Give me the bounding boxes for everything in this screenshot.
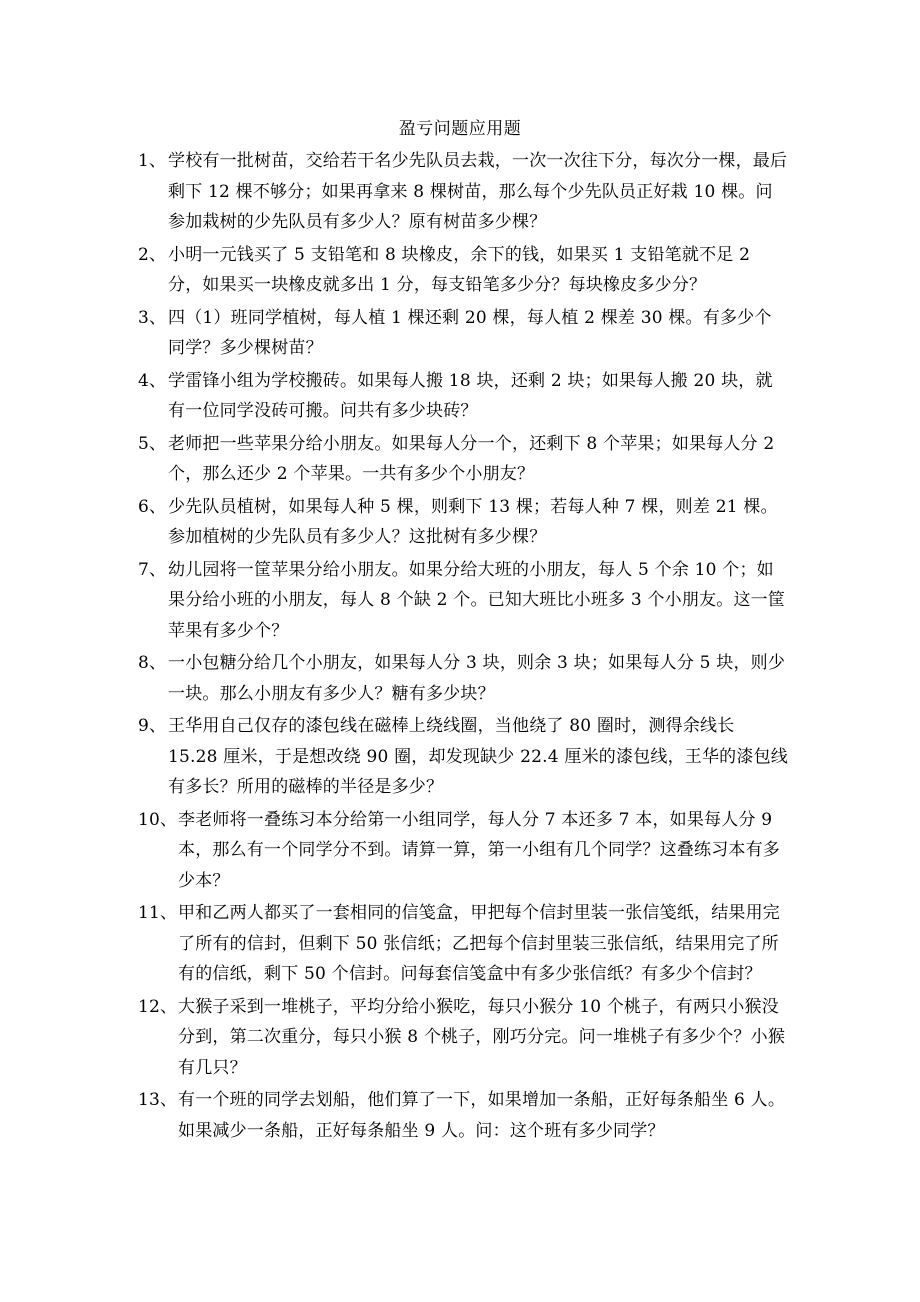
question-number: 13、 [138, 1090, 178, 1110]
question-item [138, 240, 788, 301]
question-number: 11、 [138, 903, 178, 923]
question-number: 1、 [138, 151, 167, 171]
question-number: 6、 [138, 496, 167, 517]
question-list [138, 146, 788, 1148]
question-number: 8、 [138, 653, 167, 673]
question-text: 学雷锋小组为学校搬砖。如果每人搬 18 块，还剩 2 块；如果每人搬 20 块，就有一位同学没砖可搬。问共有多少块砖？ [168, 370, 773, 421]
question-item [138, 1085, 788, 1146]
question-item [138, 711, 788, 803]
question-text: 四（1）班同学植树，每人植 1 棵还剩 20 棵，每人植 2 棵差 30 棵。有多少个同学？多少棵树苗？ [168, 307, 772, 358]
question-number: 7、 [138, 559, 167, 580]
question-number: 12、 [138, 996, 178, 1017]
question-text: 学校有一批树苗，交给若干名少先队员去栽，一次一次往下分，每次分一棵，最后剩下 12 棵不够分；如果再拿来 8 棵树苗，那么每个少先队员正好栽 10 棵。问参加栽树的少先队员有多少人？原有树苗多少棵？ [168, 151, 788, 232]
question-number: 5、 [138, 433, 167, 454]
question-number: 2、 [138, 244, 167, 265]
question-text: 李老师将一叠练习本分给第一小组同学，每人分 7 本还多 7 本，如果每人分 9 本，那么有一个同学分不到。请算一算，第一小组有几个同学？这叠练习本有多少本？ [178, 809, 780, 891]
question-item [138, 146, 788, 238]
question-item [138, 992, 788, 1084]
question-item [138, 366, 788, 427]
question-item [138, 648, 788, 709]
question-text: 少先队员植树，如果每人种 5 棵，则剩下 13 棵；若每人种 7 棵，则差 21 棵。参加植树的少先队员有多少人？这批树有多少棵？ [168, 496, 778, 547]
question-item [138, 429, 788, 490]
question-number: 9、 [138, 716, 167, 736]
question-text: 甲和乙两人都买了一套相同的信笺盒，甲把每个信封里装一张信笺纸，结果用完了所有的信封，但剩下 50 张信纸；乙把每个信封里装三张信纸，结果用完了所有的信纸，剩下 50 个信封。问每套信笺盒中有多少张信纸？有多少个信封？ [178, 903, 780, 984]
question-text: 幼儿园将一筐苹果分给小朋友。如果分给大班的小朋友，每人 5 个余 10 个；如果分给小班的小朋友，每人 8 个缺 2 个。已知大班比小班多 3 个小朋友。这一筐苹果有多少个？ [168, 559, 786, 641]
question-item [138, 555, 788, 647]
question-text: 王华用自己仅存的漆包线在磁棒上绕线圈，当他绕了 80 圈时，测得余线长 15.28 厘米，于是想改绕 90 圈，却发现缺少 22.4 厘米的漆包线，王华的漆包线有多长？所用的磁棒的半径是多少？ [168, 716, 788, 797]
document-title: 盈亏问题应用题 [398, 119, 522, 139]
question-item [138, 492, 788, 553]
question-text: 老师把一些苹果分给小朋友。如果每人分一个，还剩下 8 个苹果；如果每人分 2 个，那么还少 2 个苹果。一共有多少个小朋友？ [168, 433, 775, 484]
question-number: 3、 [138, 307, 167, 328]
question-item [138, 805, 788, 897]
question-number: 10、 [138, 809, 178, 830]
question-item [138, 303, 788, 364]
question-text: 大猴子采到一堆桃子，平均分给小猴吃，每只小猴分 10 个桃子，有两只小猴没分到，第二次重分，每只小猴 8 个桃子，刚巧分完。问一堆桃子有多少个？小猴有几只？ [178, 996, 786, 1078]
question-text: 一小包糖分给几个小朋友，如果每人分 3 块，则余 3 块；如果每人分 5 块，则少一块。那么小朋友有多少人？糖有多少块？ [168, 653, 786, 704]
question-item [138, 898, 788, 990]
question-text: 有一个班的同学去划船，他们算了一下，如果增加一条船，正好每条船坐 6 人。如果减少一条船，正好每条船坐 9 人。问：这个班有多少同学？ [178, 1090, 786, 1141]
question-text: 小明一元钱买了 5 支铅笔和 8 块橡皮，余下的钱，如果买 1 支铅笔就不足 2 分，如果买一块橡皮就多出 1 分，每支铅笔多少分？每块橡皮多少分？ [168, 244, 751, 295]
question-number: 4、 [138, 370, 167, 391]
